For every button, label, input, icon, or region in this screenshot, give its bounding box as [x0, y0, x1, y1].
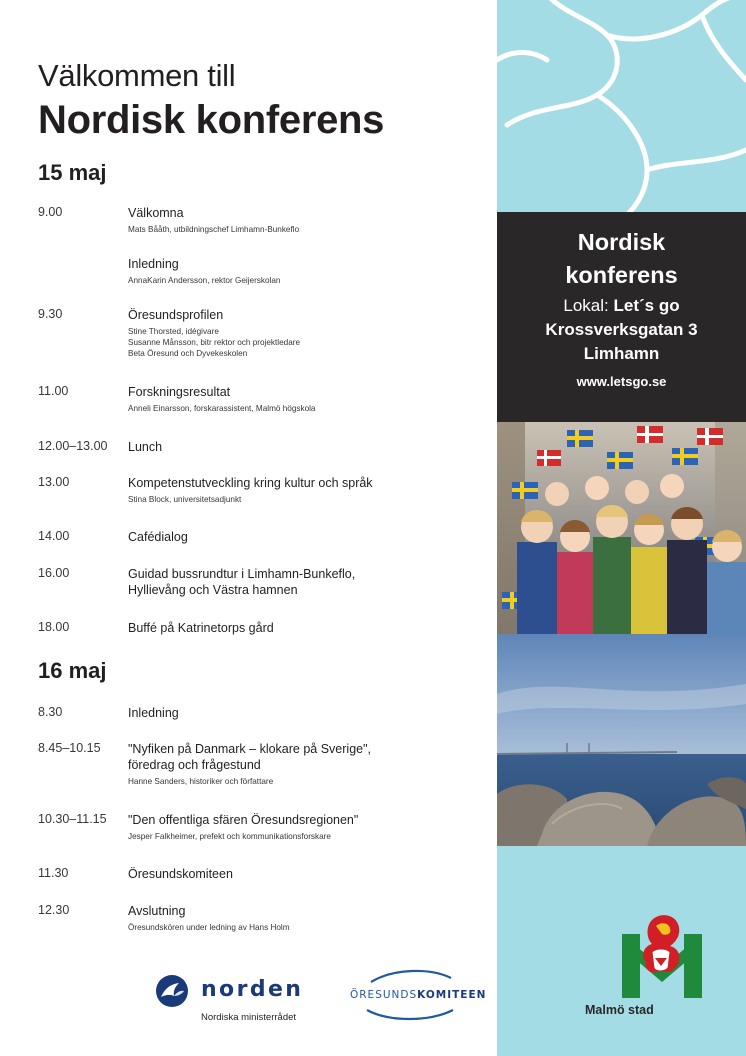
item-time: 13.00	[38, 475, 70, 489]
item-title: Inledning	[128, 706, 179, 720]
item-speaker: Hanne Sanders, historiker och författare	[128, 777, 274, 786]
item-time: 10.30–11.15	[38, 812, 107, 826]
venue-infobox	[497, 212, 746, 422]
speaker-line: Beta Öresund och Dyvekeskolen	[128, 349, 248, 358]
item-title: Forskningsresultat	[128, 385, 231, 399]
speaker-line: Susanne Månsson, bitr rektor och projektledare	[128, 338, 301, 347]
venue-name: Lokal: Let´s go	[563, 296, 680, 315]
item-time: 9.00	[38, 205, 63, 219]
item-title: Välkomna	[128, 206, 184, 220]
malmo-stad-text: Malmö stad	[585, 1003, 654, 1017]
item-title: Lunch	[128, 440, 163, 454]
item-title: Öresundskomiteen	[128, 867, 233, 881]
infobox-title: Nordisk konferens	[565, 229, 678, 288]
malmo-stad-logo	[622, 912, 706, 1004]
item-title-line2: Hyllievång och Västra hamnen	[128, 583, 298, 597]
item-title: Inledning	[128, 257, 179, 271]
day2-heading: 16 maj	[38, 658, 107, 683]
item-speaker: Öresundskören under ledning av Hans Holm	[128, 923, 290, 932]
children-with-flags-photo	[497, 422, 746, 634]
item-title: Buffé på Katrinetorps gård	[128, 621, 274, 635]
item-speaker: Stina Block, universitetsadjunkt	[128, 495, 242, 504]
item-time: 12.00–13.00	[38, 439, 108, 453]
norden-logo	[155, 974, 330, 1024]
norden-wordmark: norden	[201, 977, 304, 1002]
oresund-bridge-photo	[497, 634, 746, 846]
item-time: 8.30	[38, 705, 63, 719]
oresund-wordmark: ÖRESUNDSKOMITEEN	[350, 989, 487, 1001]
item-speaker	[128, 326, 488, 359]
item-time: 11.00	[38, 384, 69, 398]
item-time: 11.30	[38, 866, 69, 880]
item-title: "Nyfiken på Danmark – klokare på Sverige",	[128, 742, 372, 756]
item-time: 18.00	[38, 620, 70, 634]
venue-website-link[interactable]: www.letsgo.se	[576, 374, 667, 389]
item-time: 14.00	[38, 529, 70, 543]
item-title: "Den offentliga sfären Öresundsregionen"	[128, 813, 359, 827]
sidebar	[497, 0, 746, 1056]
oresundskomiteen-logo	[349, 966, 494, 1026]
item-title-line2: föredrag och frågestund	[128, 758, 261, 772]
item-time: 16.00	[38, 566, 70, 580]
item-time: 9.30	[38, 307, 63, 321]
welcome-heading: Välkommen till	[38, 58, 236, 93]
swan-icon	[155, 974, 189, 1008]
item-title: Öresundsprofilen	[128, 308, 224, 322]
speaker-line: Stine Thorsted, idégivare	[128, 327, 219, 336]
page-title: Nordisk konferens	[38, 98, 385, 142]
item-title: Cafédialog	[128, 530, 188, 544]
item-title: Kompetenstutveckling kring kultur och språk	[128, 476, 373, 490]
venue-address: Krossverksgatan 3 Limhamn	[545, 320, 698, 363]
wave-pattern-decoration	[497, 0, 746, 212]
item-title: Guidad bussrundtur i Limhamn-Bunkeflo,	[128, 567, 356, 581]
item-speaker: AnnaKarin Andersson, rektor Geijerskolan	[128, 276, 281, 285]
item-title: Avslutning	[128, 904, 186, 918]
item-time: 8.45–10.15	[38, 741, 101, 755]
item-time: 12.30	[38, 903, 70, 917]
norden-subtitle: Nordiska ministerrådet	[201, 1012, 297, 1023]
item-speaker: Mats Bååth, utbildningschef Limhamn-Bunkeflo	[128, 225, 300, 234]
day1-heading: 15 maj	[38, 160, 107, 185]
item-speaker: Anneli Einarsson, forskarassistent, Malmö högskola	[128, 404, 316, 413]
item-speaker: Jesper Falkheimer, prefekt och kommunikationsforskare	[128, 832, 331, 841]
